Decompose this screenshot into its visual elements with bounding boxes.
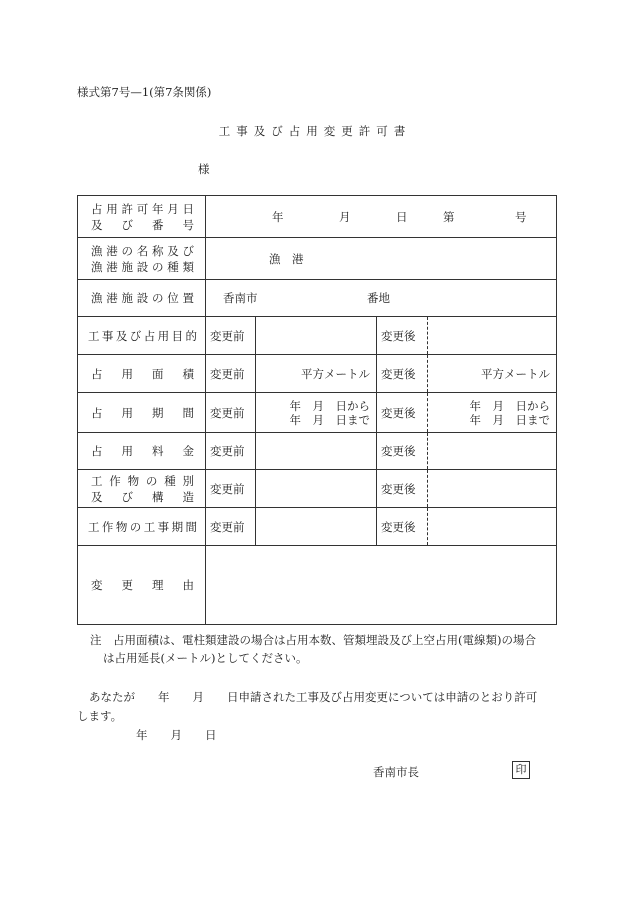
note-line-1: 注 占用面積は、電柱類建設の場合は占用本数、管類埋設及び上空占用(電線類)の場合 (90, 633, 536, 647)
purpose-after-field[interactable] (428, 317, 557, 355)
row-label: 占 用 期 間 (78, 393, 206, 433)
before-label: 変更前 (206, 317, 256, 355)
table-row (78, 355, 557, 393)
facility-location-field[interactable] (206, 280, 557, 317)
permission-text-line-2: します。 (77, 709, 123, 723)
document-title: 工事及び占用変更許可書 (218, 124, 412, 138)
period-from: 年 月 日から (469, 398, 550, 413)
fishing-port-name-field[interactable]: 漁 港 (206, 238, 557, 280)
after-label: 変更後 (377, 508, 428, 546)
table-row (78, 546, 557, 625)
row-label-line: 占用許可年月日 (91, 201, 194, 216)
seal-stamp: 印 (512, 761, 530, 779)
fee-after-field[interactable] (428, 433, 557, 470)
row-label: 変 更 理 由 (78, 546, 206, 625)
before-label: 変更前 (206, 433, 256, 470)
number-prefix: 第 (443, 209, 455, 224)
permit-table (77, 195, 557, 625)
period-to: 年 月 日まで (469, 412, 550, 427)
table-row (78, 317, 557, 355)
after-label: 変更後 (377, 317, 428, 355)
before-label: 変更前 (206, 470, 256, 508)
fee-before-field[interactable] (256, 433, 377, 470)
after-label: 変更後 (377, 433, 428, 470)
table-row (78, 508, 557, 546)
row-label-line: 漁港の名称及び (91, 243, 194, 258)
period-after-field[interactable] (428, 393, 557, 433)
row-label (78, 238, 206, 280)
row-label: 工作物の工事期間 (78, 508, 206, 546)
row-label: 漁港施設の位置 (78, 280, 206, 317)
table-row (78, 238, 557, 280)
after-label: 変更後 (377, 393, 428, 433)
period-to: 年 月 日まで (289, 412, 370, 427)
row-label (78, 196, 206, 238)
issuer-name: 香南市長 (373, 765, 419, 779)
issue-date: 年 月 日 (136, 728, 217, 742)
table-row (78, 470, 557, 508)
city-name: 香南市 (223, 291, 258, 305)
day-label: 日 (396, 209, 408, 224)
table-row (78, 196, 557, 238)
table-row (78, 393, 557, 433)
before-label: 変更前 (206, 355, 256, 393)
month-label: 月 (339, 209, 351, 224)
table-row (78, 433, 557, 470)
change-reason-field[interactable] (206, 546, 557, 625)
address-suffix: 番地 (367, 291, 390, 305)
year-label: 年 (272, 209, 284, 224)
construction-period-after-field[interactable] (428, 508, 557, 546)
row-label: 占 用 面 積 (78, 355, 206, 393)
after-label: 変更後 (377, 470, 428, 508)
before-label: 変更前 (206, 508, 256, 546)
purpose-before-field[interactable] (256, 317, 377, 355)
structure-after-field[interactable] (428, 470, 557, 508)
row-label (78, 470, 206, 508)
structure-before-field[interactable] (256, 470, 377, 508)
number-suffix: 号 (515, 209, 527, 224)
before-label: 変更前 (206, 393, 256, 433)
after-label: 変更後 (377, 355, 428, 393)
construction-period-before-field[interactable] (256, 508, 377, 546)
row-label-line: 及 び 番 号 (91, 217, 194, 232)
note-line-2: は占用延長(メートル)としてください。 (103, 651, 308, 665)
addressee: 様 (198, 162, 210, 176)
table-row (78, 280, 557, 317)
row-label: 工事及び占用目的 (78, 317, 206, 355)
row-label: 占 用 料 金 (78, 433, 206, 470)
permission-text-line-1: あなたが 年 月 日申請された工事及び占用変更については申請のとおり許可 (89, 690, 538, 704)
area-before-field[interactable]: 平方メートル (256, 355, 377, 393)
row-label-line: 工作物の種別 (91, 473, 194, 488)
period-from: 年 月 日から (289, 398, 370, 413)
form-number: 様式第7号—1(第7条関係) (77, 85, 212, 99)
permit-date-number-field[interactable] (206, 196, 557, 238)
row-label-line: 漁港施設の種類 (91, 259, 194, 274)
row-label-line: 及 び 構 造 (91, 489, 194, 504)
period-before-field[interactable] (256, 393, 377, 433)
area-after-field[interactable]: 平方メートル (428, 355, 557, 393)
